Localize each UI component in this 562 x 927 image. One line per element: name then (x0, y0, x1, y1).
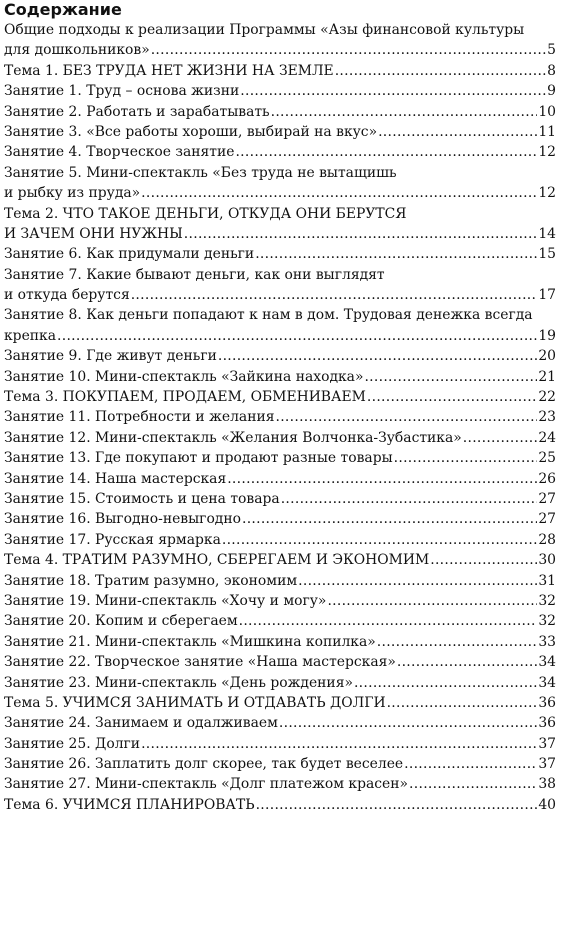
toc-entry (4, 754, 560, 774)
toc-page-number: 32 (538, 592, 556, 609)
toc-entry-title: для дошкольников» (4, 42, 150, 59)
toc-entry (4, 693, 560, 713)
toc-entry-title: Занятие 10. Мини-спектакль «Зайкина находка» (4, 368, 364, 385)
dot-leader (387, 693, 538, 713)
toc-entry-title: Общие подходы к реализации Программы «Азы финансовой культуры (4, 22, 525, 38)
toc-entry (4, 652, 560, 672)
toc-entry-last-line (4, 754, 556, 774)
toc-page-number: 15 (538, 246, 556, 263)
dot-leader (141, 734, 537, 754)
toc-page-number: 20 (538, 348, 556, 365)
toc-entry-title: Тема 6. УЧИМСЯ ПЛАНИРОВАТЬ (4, 796, 255, 813)
toc-entry-last-line (4, 183, 556, 203)
toc-entry-line (4, 20, 560, 40)
dot-leader (141, 183, 537, 203)
toc-entry (4, 387, 560, 407)
dot-leader (227, 469, 537, 489)
dot-leader (327, 591, 537, 611)
toc-entry (4, 713, 560, 733)
toc-entry-title: Занятие 6. Как придумали деньги (4, 246, 255, 263)
toc-page-number: 34 (538, 654, 556, 671)
toc-entry (4, 265, 560, 306)
toc-entry (4, 367, 560, 387)
toc-entry-title: Занятие 27. Мини-спектакль «Долг платежом красен» (4, 776, 409, 793)
toc-entry (4, 509, 560, 529)
toc-entry-title: Занятие 13. Где покупают и продают разные товары (4, 450, 393, 467)
toc-page-number: 28 (538, 531, 556, 548)
toc-entry-title: Занятие 15. Стоимость и цена товара (4, 490, 280, 507)
toc-entry (4, 469, 560, 489)
toc-page-number: 21 (538, 368, 556, 385)
dot-leader (151, 40, 546, 60)
toc-entry-title: Занятие 1. Труд – основа жизни (4, 83, 240, 100)
toc-entry (4, 448, 560, 468)
toc-entry-title: Занятие 21. Мини-спектакль «Мишкина копилка» (4, 633, 376, 650)
toc-heading: Содержание (4, 0, 122, 19)
toc-entry (4, 122, 560, 142)
toc-page-number: 5 (547, 42, 556, 59)
toc-entry-title: Тема 2. ЧТО ТАКОЕ ДЕНЬГИ, ОТКУДА ОНИ БЕРУТСЯ (4, 205, 407, 222)
toc-entry (4, 244, 560, 264)
toc-entry-last-line (4, 448, 556, 468)
toc-entry-last-line (4, 713, 556, 733)
toc-entry (4, 611, 560, 631)
toc-entry-title: И ЗАЧЕМ ОНИ НУЖНЫ (4, 225, 183, 242)
dot-leader (184, 224, 538, 244)
toc-entry (4, 673, 560, 693)
toc-page-number: 33 (538, 633, 556, 650)
toc-entry-title: Занятие 5. Мини-спектакль «Без труда не вытащишь (4, 164, 397, 181)
dot-leader (409, 774, 537, 794)
toc-page-number: 25 (538, 450, 556, 467)
toc-entry (4, 407, 560, 427)
toc-entry-last-line (4, 611, 556, 631)
toc-entry-last-line (4, 509, 556, 529)
dot-leader (131, 285, 538, 305)
toc-entry (4, 305, 560, 346)
dot-leader (378, 122, 537, 142)
toc-entry-last-line (4, 407, 556, 427)
toc-entry-title: Занятие 17. Русская ярмарка (4, 531, 221, 548)
dot-leader (239, 611, 538, 631)
dot-leader (57, 326, 537, 346)
toc-entry-last-line (4, 673, 556, 693)
toc-entry-title: Занятие 14. Наша мастерская (4, 470, 227, 487)
toc-page-number: 36 (538, 694, 556, 711)
toc-entry-title: Занятие 11. Потребности и желания (4, 409, 275, 426)
toc-entry (4, 102, 560, 122)
toc-entry (4, 20, 560, 61)
toc-entry (4, 550, 560, 570)
toc-entry-title: Занятие 16. Выгодно-невыгодно (4, 511, 241, 528)
toc-entry-last-line (4, 734, 556, 754)
toc-page-number: 24 (538, 429, 556, 446)
toc-entry (4, 530, 560, 550)
toc-page-number: 14 (538, 225, 556, 242)
toc-page-number: 32 (538, 613, 556, 630)
dot-leader (335, 61, 546, 81)
toc-entry-last-line (4, 326, 556, 346)
toc-page-number: 9 (547, 83, 556, 100)
dot-leader (256, 795, 538, 815)
toc-entry-title: Занятие 19. Мини-спектакль «Хочу и могу» (4, 592, 327, 609)
dot-leader (430, 550, 537, 570)
toc-entry-last-line (4, 285, 556, 305)
toc-entry (4, 632, 560, 652)
dot-leader (279, 713, 537, 733)
toc-page-number: 27 (538, 511, 556, 528)
dot-leader (397, 652, 537, 672)
toc-entry-title: Занятие 18. Тратим разумно, экономим (4, 572, 298, 589)
toc-entry-title: Занятие 2. Работать и зарабатывать (4, 103, 270, 120)
dot-leader (240, 81, 546, 101)
toc-entry-title: Занятие 9. Где живут деньги (4, 348, 217, 365)
toc-entry (4, 142, 560, 162)
toc-entry-last-line (4, 346, 556, 366)
toc-page-number: 8 (547, 62, 556, 79)
toc-entry (4, 61, 560, 81)
dot-leader (271, 102, 538, 122)
toc-entry-last-line (4, 244, 556, 264)
toc-entry-title: крепка (4, 327, 57, 344)
toc-page-number: 37 (538, 735, 556, 752)
toc-entry-title: Занятие 3. «Все работы хороши, выбирай на вкус» (4, 123, 378, 140)
dot-leader (354, 673, 537, 693)
dot-leader (281, 489, 538, 509)
toc-page-number: 23 (538, 409, 556, 426)
toc-entry-last-line (4, 40, 556, 60)
toc-entry-title: Занятие 4. Творческое занятие (4, 144, 235, 161)
toc-page-number: 22 (538, 389, 556, 406)
toc-entry-last-line (4, 387, 556, 407)
toc-page-number: 10 (538, 103, 556, 120)
toc-entry-last-line (4, 428, 556, 448)
toc-entry (4, 81, 560, 101)
toc-entry-title: Тема 3. ПОКУПАЕМ, ПРОДАЕМ, ОБМЕНИВАЕМ (4, 389, 366, 406)
toc-entry-last-line (4, 224, 556, 244)
dot-leader (298, 571, 537, 591)
toc-entry-title: Тема 1. БЕЗ ТРУДА НЕТ ЖИЗНИ НА ЗЕМЛЕ (4, 62, 334, 79)
toc-entry (4, 346, 560, 366)
toc-page-number: 34 (538, 674, 556, 691)
toc-entry-last-line (4, 102, 556, 122)
toc-list (4, 20, 560, 815)
toc-entry (4, 795, 560, 815)
toc-page-number: 31 (538, 572, 556, 589)
toc-entry-title: Занятие 24. Занимаем и одалживаем (4, 715, 278, 732)
dot-leader (364, 367, 537, 387)
toc-page (4, 0, 560, 815)
toc-entry (4, 591, 560, 611)
toc-entry-title: Тема 4. ТРАТИМ РАЗУМНО, СБЕРЕГАЕМ И ЭКОНОМИМ (4, 552, 430, 569)
toc-entry-title: Занятие 12. Мини-спектакль «Желания Волчонка-Зубастика» (4, 429, 462, 446)
toc-entry-last-line (4, 652, 556, 672)
toc-page-number: 36 (538, 715, 556, 732)
toc-entry (4, 204, 560, 245)
toc-entry-title: Занятие 8. Как деньги попадают к нам в дом. Трудовая денежка всегда (4, 307, 533, 324)
toc-entry-title: Занятие 7. Какие бывают деньги, как они выглядят (4, 266, 385, 283)
dot-leader (242, 509, 537, 529)
dot-leader (394, 448, 538, 468)
dot-leader (235, 142, 537, 162)
toc-entry-title: Занятие 26. Заплатить долг скорее, так будет веселее (4, 756, 404, 773)
toc-page-number: 11 (538, 123, 556, 140)
toc-entry-title: и рыбку из пруда» (4, 185, 141, 202)
toc-entry (4, 774, 560, 794)
toc-entry-last-line (4, 489, 556, 509)
toc-entry-last-line (4, 142, 556, 162)
toc-entry (4, 163, 560, 204)
dot-leader (276, 407, 538, 427)
toc-entry-last-line (4, 591, 556, 611)
toc-page-number: 19 (538, 327, 556, 344)
toc-entry-title: Занятие 22. Творческое занятие «Наша мастерская» (4, 654, 396, 671)
toc-entry-line (4, 163, 560, 183)
dot-leader (367, 387, 537, 407)
toc-entry-last-line (4, 632, 556, 652)
toc-entry-last-line (4, 367, 556, 387)
toc-entry (4, 428, 560, 448)
toc-page-number: 17 (538, 287, 556, 304)
toc-page-number: 38 (538, 776, 556, 793)
toc-page-number: 30 (538, 552, 556, 569)
toc-entry-title: и откуда берутся (4, 287, 130, 304)
toc-entry-last-line (4, 571, 556, 591)
toc-entry-title: Занятие 23. Мини-спектакль «День рождения» (4, 674, 353, 691)
toc-entry-line (4, 305, 560, 325)
dot-leader (218, 346, 537, 366)
toc-entry-last-line (4, 774, 556, 794)
dot-leader (404, 754, 537, 774)
toc-entry-line (4, 204, 560, 224)
toc-entry-last-line (4, 693, 556, 713)
toc-entry (4, 734, 560, 754)
toc-page-number: 12 (538, 185, 556, 202)
toc-entry-title: Тема 5. УЧИМСЯ ЗАНИМАТЬ И ОТДАВАТЬ ДОЛГИ (4, 694, 386, 711)
toc-page-number: 12 (538, 144, 556, 161)
toc-page-number: 40 (538, 796, 556, 813)
toc-entry-last-line (4, 530, 556, 550)
toc-page-number: 26 (538, 470, 556, 487)
toc-entry-last-line (4, 122, 556, 142)
toc-entry (4, 489, 560, 509)
toc-entry-last-line (4, 469, 556, 489)
toc-entry-last-line (4, 550, 556, 570)
dot-leader (463, 428, 538, 448)
toc-entry-last-line (4, 61, 556, 81)
dot-leader (222, 530, 537, 550)
toc-entry-last-line (4, 81, 556, 101)
toc-page-number: 37 (538, 756, 556, 773)
dot-leader (377, 632, 538, 652)
toc-entry-title: Занятие 20. Копим и сберегаем (4, 613, 238, 630)
dot-leader (255, 244, 537, 264)
toc-page-number: 27 (538, 490, 556, 507)
toc-entry-last-line (4, 795, 556, 815)
toc-entry (4, 571, 560, 591)
toc-entry-title: Занятие 25. Долги (4, 735, 141, 752)
toc-entry-line (4, 265, 560, 285)
